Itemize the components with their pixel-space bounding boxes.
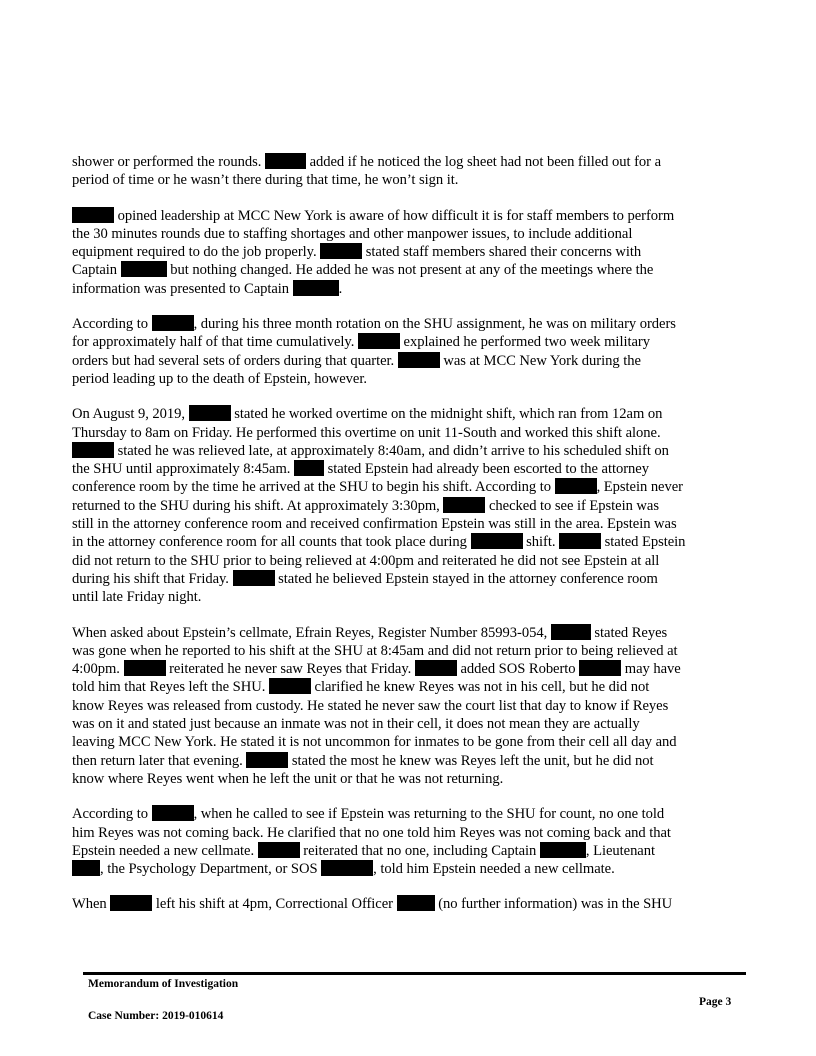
text-line: conference room by the time he arrived at the SHU to begin his shift. According to — [72, 479, 551, 496]
text-line: information was presented to Captain — [72, 280, 290, 297]
text-line: When — [72, 896, 107, 913]
page-number: Page 3 — [699, 996, 732, 1008]
redaction-box — [398, 352, 440, 368]
case-number: Case Number: 2019-010614 — [88, 1010, 224, 1022]
redaction-box — [152, 805, 194, 821]
redaction-box — [121, 261, 167, 277]
text-line: still in the attorney conference room and received confirmation Epstein was still in the area. Epstein was — [72, 516, 677, 533]
text-line: , Epstein never — [596, 479, 683, 496]
text-line: the 30 minutes rounds due to staffing shortages and other manpower issues, to include additional — [72, 225, 633, 242]
redaction-box — [233, 570, 275, 586]
text-line: checked to see if Epstein was — [489, 497, 659, 514]
text-line: period of time or he wasn’t there during that time, he won’t sign it. — [72, 172, 459, 189]
redaction-box — [189, 405, 231, 421]
text-line: was at MCC New York during the — [443, 352, 641, 369]
redaction-box — [258, 842, 300, 858]
redaction-box — [72, 442, 114, 458]
text-line: stated Reyes — [594, 624, 668, 641]
paragraph-military-orders — [72, 315, 747, 388]
redaction-box — [579, 660, 621, 676]
text-line: orders but had several sets of orders during that quarter. — [72, 352, 395, 369]
text-line: shift. — [526, 534, 556, 551]
text-line: stated Epstein had already been escorted to the attorney — [327, 461, 649, 478]
text-line: know Reyes was released from custody. He stated he never saw the court list that day to know if Reyes — [72, 697, 669, 714]
text-line: added SOS Roberto — [460, 661, 576, 678]
text-line: 4:00pm. — [72, 661, 120, 678]
text-line: According to — [72, 316, 148, 333]
redaction-box — [152, 315, 194, 331]
text-line: returned to the SHU during his shift. At approximately 3:30pm, — [72, 497, 440, 514]
text-line: Thursday to 8am on Friday. He performed this overtime on unit 11-South and worked this shift alone. — [72, 424, 661, 441]
text-line: left his shift at 4pm, Correctional Officer — [155, 896, 393, 913]
redaction-box — [551, 624, 591, 640]
text-line: stated he believed Epstein stayed in the attorney conference room — [278, 570, 658, 587]
text-line: According to — [72, 806, 148, 823]
redaction-box — [265, 153, 306, 169]
text-line: On August 9, 2019, — [72, 406, 186, 423]
redaction-box — [415, 660, 457, 676]
text-line: then return later that evening. — [72, 752, 243, 769]
text-line: know where Reyes went when he left the unit or that he was not returning. — [72, 770, 504, 787]
redaction-box — [72, 207, 114, 223]
text-line: stated he worked overtime on the midnight shift, which ran from 12am on — [234, 406, 663, 423]
text-line: explained he performed two week military — [403, 334, 650, 351]
text-line: was on it and stated just because an inmate was not in their cell, it does not mean they are actually — [72, 716, 640, 733]
text-line: in the attorney conference room for all counts that took place during — [72, 534, 467, 551]
redaction-box — [320, 243, 362, 259]
redaction-box — [246, 752, 288, 768]
text-line: leaving MCC New York. He stated it is not uncommon for inmates to be gone from their cell all day and — [72, 734, 677, 751]
text-line: stated Epstein — [604, 534, 686, 551]
text-line: , during his three month rotation on the SHU assignment, he was on military orders — [193, 316, 676, 333]
text-line: stated staff members shared their concerns with — [365, 244, 642, 261]
text-line: for approximately half of that time cumulatively. — [72, 334, 355, 351]
redaction-box — [269, 678, 311, 694]
text-line: , the Psychology Department, or SOS — [100, 861, 318, 878]
text-line: may have — [624, 661, 681, 678]
text-line: reiterated that no one, including Captain — [303, 842, 537, 859]
text-line: (no further information) was in the SHU — [438, 896, 673, 913]
redaction-box — [72, 860, 100, 876]
redaction-box — [540, 842, 586, 858]
text-line: When asked about Epstein’s cellmate, Efrain Reyes, Register Number 85993-054, — [72, 624, 548, 641]
text-line: shower or performed the rounds. — [72, 154, 262, 170]
paragraph-new-cellmate — [72, 805, 747, 878]
text-line: added if he noticed the log sheet had not been filled out for a — [309, 154, 662, 170]
text-line: stated the most he knew was Reyes left the unit, but he did not — [291, 752, 654, 769]
redaction-box — [559, 533, 601, 549]
text-line: period leading up to the death of Epstein, however. — [72, 370, 367, 387]
text-line: him Reyes was not coming back. He clarified that no one told him Reyes was not coming back and that — [72, 824, 671, 841]
text-line: was gone when he reported to his shift at the SHU at 8:45am and did not return prior to being relieved at — [72, 642, 678, 659]
footer-divider — [83, 972, 746, 975]
paragraph-leadership — [72, 207, 747, 298]
text-line: clarified he knew Reyes was not in his cell, but he did not — [314, 679, 650, 696]
footer-title: Memorandum of Investigation — [88, 978, 239, 990]
text-line: Captain — [72, 262, 118, 279]
paragraph-august-9 — [72, 405, 747, 606]
text-line: Epstein needed a new cellmate. — [72, 842, 255, 859]
text-line: reiterated he never saw Reyes that Friday. — [169, 661, 412, 678]
text-line: , told him Epstein needed a new cellmate. — [373, 861, 615, 878]
paragraph-cellmate — [72, 624, 747, 789]
redaction-box — [124, 660, 166, 676]
text-line: , Lieutenant — [585, 842, 655, 859]
redaction-box — [293, 280, 339, 296]
redaction-box — [321, 860, 373, 876]
text-line: during his shift that Friday. — [72, 570, 229, 587]
text-line: stated he was relieved late, at approximately 8:40am, and didn’t arrive to his scheduled shift on — [117, 442, 669, 459]
text-line: told him that Reyes left the SHU. — [72, 679, 266, 696]
text-line: the SHU until approximately 8:45am. — [72, 461, 291, 478]
redaction-box — [471, 533, 523, 549]
redaction-box — [443, 497, 485, 513]
redaction-box — [397, 895, 435, 911]
text-line: equipment required to do the job properly. — [72, 244, 317, 261]
redaction-box — [294, 460, 324, 476]
memo-body — [72, 153, 747, 931]
text-line: did not return to the SHU prior to being relieved at 4:00pm and reiterated he did not see Epstein at all — [72, 552, 660, 569]
text-line: . — [338, 280, 343, 297]
redaction-box — [358, 333, 400, 349]
text-line: , when he called to see if Epstein was returning to the SHU for count, no one told — [193, 806, 665, 823]
paragraph-log-sheet — [72, 153, 747, 190]
text-line: opined leadership at MCC New York is aware of how difficult it is for staff members to perform — [117, 207, 675, 224]
paragraph-shift-end — [72, 895, 747, 913]
redaction-box — [110, 895, 152, 911]
redaction-box — [555, 478, 597, 494]
text-line: but nothing changed. He added he was not present at any of the meetings where the — [170, 262, 654, 279]
text-line: until late Friday night. — [72, 589, 202, 606]
